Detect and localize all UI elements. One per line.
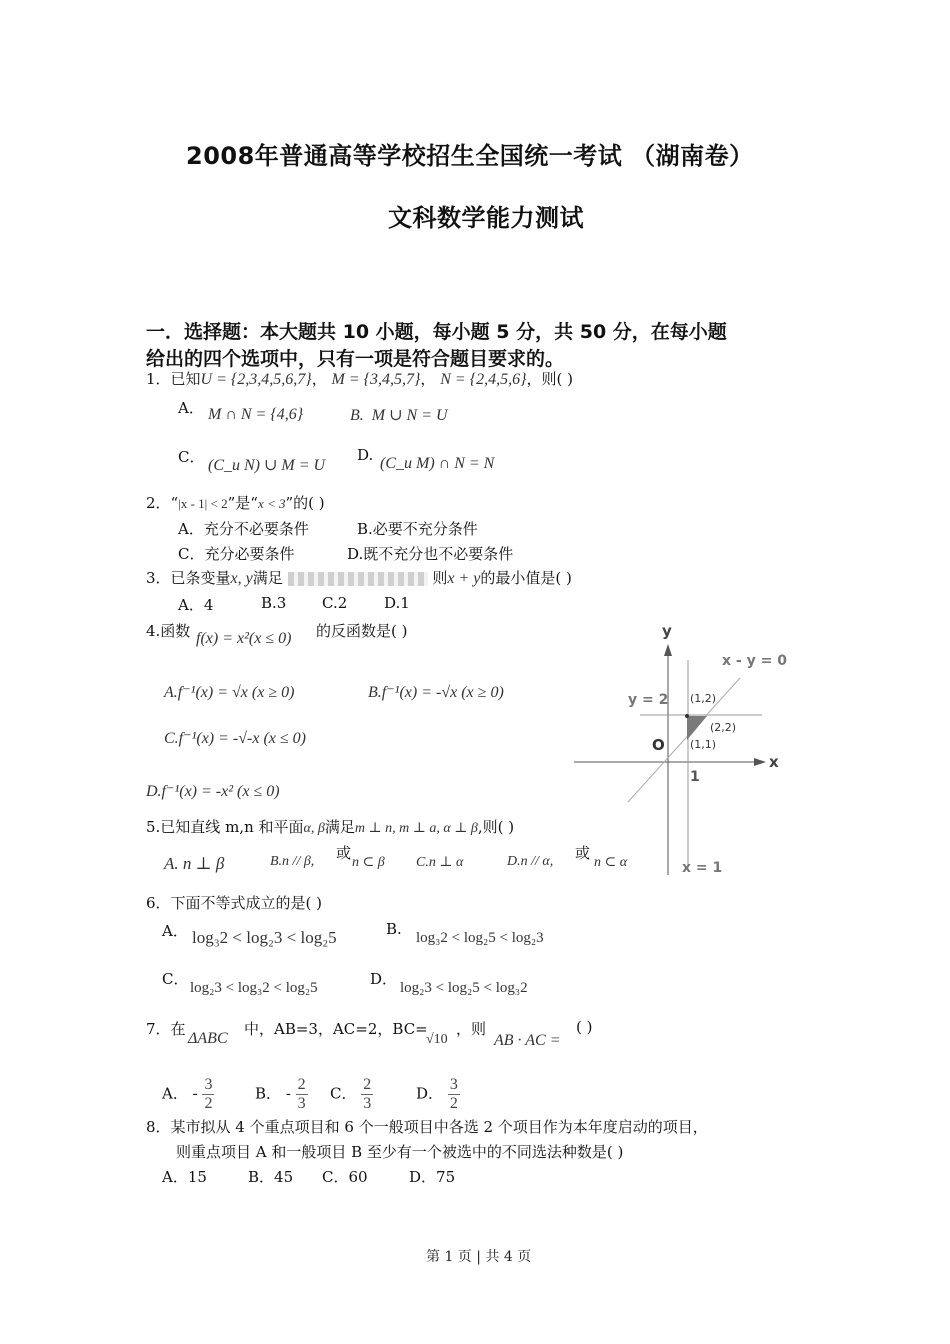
q2-option-d: D.既不充分也不必要条件 (347, 545, 514, 563)
question-7-stem-d: ( ) (576, 1018, 593, 1036)
y-axis-arrow (664, 644, 672, 656)
q3-option-d: D.1 (384, 594, 410, 612)
q2-option-c: C．充分必要条件 (178, 545, 295, 563)
q1-option-a-label: A． (178, 399, 204, 417)
q4-option-b: B.f⁻¹(x) = -√x (x ≥ 0) (368, 684, 504, 701)
q7-option-c: C． $\frac{2}{3}$ (330, 1076, 372, 1112)
q3-option-a: A．4 (178, 596, 214, 614)
q1-option-c: (C_u N) ∪ M = U (208, 457, 326, 474)
q6-option-b-label: B. (386, 920, 402, 938)
question-1-stem: 1．已知U = {2,3,4,5,6,7}， M = {3,4,5,7}， N = {2,4,5,6}，则( ) (146, 370, 573, 388)
q6-option-b: log₃2 < log₂5 < log₂3 (416, 930, 544, 946)
question-6-stem: 6．下面不等式成立的是( ) (146, 894, 323, 912)
page-footer: 第 1 页 | 共 4 页 (426, 1249, 532, 1265)
q4-option-d: D.f⁻¹(x) = -x² (x ≤ 0) (146, 783, 280, 800)
q7-option-d-fraction: $\frac{3}{2}$ (449, 1076, 458, 1112)
q7-option-d: D． $\frac{3}{2}$ (416, 1076, 458, 1112)
page-title: 2008年普通高等学校招生全国统一考试 （湖南卷） (186, 142, 754, 170)
q7-option-b: B． - $\frac{2}{3}$ (255, 1076, 306, 1112)
x-axis-label: x (769, 753, 779, 771)
line-y-equals-2-label: y = 2 (628, 692, 669, 708)
question-4-stem-a: 4.函数 (146, 622, 191, 640)
line-x-minus-y-label: x - y = 0 (722, 653, 787, 669)
q3-option-c: C.2 (322, 594, 348, 612)
question-8-line1: 8．某市拟从 4 个重点项目和 6 个一般项目中各选 2 个项目作为本年度启动的项目， (146, 1118, 708, 1136)
q4-option-a: A.f⁻¹(x) = √x (x ≥ 0) (164, 684, 295, 701)
q7-option-a-fraction: $\frac{3}{2}$ (204, 1076, 213, 1112)
question-5-stem: 5.已知直线 m,n 和平面α, β满足m ⊥ n, m ⊥ a, α ⊥ β,则( ) (146, 818, 515, 836)
y-axis-label: y (662, 622, 672, 640)
q4-function: f(x) = x²(x ≤ 0) (196, 630, 292, 647)
q4-option-c: C.f⁻¹(x) = -√-x (x ≤ 0) (164, 730, 306, 747)
section-heading-line1: 一．选择题：本大题共 10 小题，每小题 5 分，共 50 分，在每小题 (146, 321, 727, 343)
q3-option-b: B.3 (261, 594, 287, 612)
feasible-region-figure (570, 620, 790, 882)
section-heading-line2: 给出的四个选项中，只有一项是符合题目要求的。 (146, 348, 565, 370)
question-7-stem-b: 中，AB=3，AC=2，BC= (244, 1020, 428, 1038)
question-3-stem: 3．已条变量x, y满足 则x + y的最小值是( ) (146, 569, 572, 587)
q5-option-b: B.n // β, (270, 854, 315, 869)
point-1-1-label: (1,1) (690, 738, 717, 751)
question-4-stem-b: 的反函数是( ) (316, 622, 408, 640)
q5-option-a: A. n ⊥ β (164, 854, 225, 873)
q5-option-b-tail: n ⊂ β (352, 855, 385, 870)
q8-option-d: D．75 (409, 1168, 456, 1186)
question-2-stem: 2．“|x - 1| < 2”是“x < 3”的( ) (146, 494, 325, 512)
page-subtitle: 文科数学能力测试 (388, 204, 584, 232)
q7-bc-value: √10 (426, 1032, 448, 1047)
q6-option-a: log₃2 < log₂3 < log₂5 (192, 928, 337, 947)
q5-option-b-or: 或 (336, 844, 352, 862)
point-2-2-label: (2,2) (710, 721, 737, 734)
q1-option-a: M ∩ N = {4,6} (208, 406, 304, 423)
q1-option-d: (C_u M) ∩ N = N (380, 455, 495, 472)
origin-label: O (652, 736, 665, 754)
q6-option-a-label: A． (162, 922, 188, 940)
q1-option-d-label: D. (357, 446, 374, 464)
point-1-2-label: (1,2) (690, 692, 717, 705)
q7-option-c-fraction: $\frac{2}{3}$ (363, 1076, 372, 1112)
q6-option-c-label: C． (162, 970, 189, 988)
q2-option-a: A．充分不必要条件 (178, 520, 309, 538)
constraint-system-image (288, 572, 428, 586)
q5-option-d-or: 或 (575, 844, 591, 862)
q8-option-b: B．45 (248, 1168, 294, 1186)
q6-option-c: log₂3 < log₃2 < log₂5 (190, 980, 318, 996)
q1-option-c-label: C． (178, 448, 205, 466)
q6-option-d: log₂3 < log₂5 < log₃2 (400, 980, 528, 996)
q6-option-d-label: D． (370, 970, 398, 988)
q8-option-c: C．60 (322, 1168, 368, 1186)
q5-option-c: C.n ⊥ α (416, 855, 464, 870)
q7-triangle: ΔABC (188, 1030, 228, 1047)
tick-1-label: 1 (690, 769, 700, 785)
line-x-equals-1-label: x = 1 (682, 860, 723, 876)
q7-option-a: A． - $\frac{3}{2}$ (162, 1076, 213, 1112)
question-8-line2: 则重点项目 A 和一般项目 B 至少有一个被选中的不同选法种数是( ) (176, 1143, 624, 1161)
q2-option-b: B.必要不充分条件 (357, 520, 478, 538)
q8-option-a: A．15 (162, 1168, 207, 1186)
q7-dot-product: AB · AC = (494, 1032, 561, 1049)
q5-option-d: D.n // α, (507, 854, 554, 869)
q5-option-d-tail: n ⊂ α (594, 855, 628, 870)
question-7-stem-c: ，则 (456, 1020, 487, 1038)
q1-option-b: B. M ∪ N = U (350, 407, 448, 424)
q7-option-b-fraction: $\frac{2}{3}$ (297, 1076, 306, 1112)
x-axis-arrow (754, 758, 766, 766)
point-1-2 (685, 714, 689, 718)
question-7-stem-a: 7．在 (146, 1020, 186, 1038)
shaded-region (687, 716, 707, 740)
